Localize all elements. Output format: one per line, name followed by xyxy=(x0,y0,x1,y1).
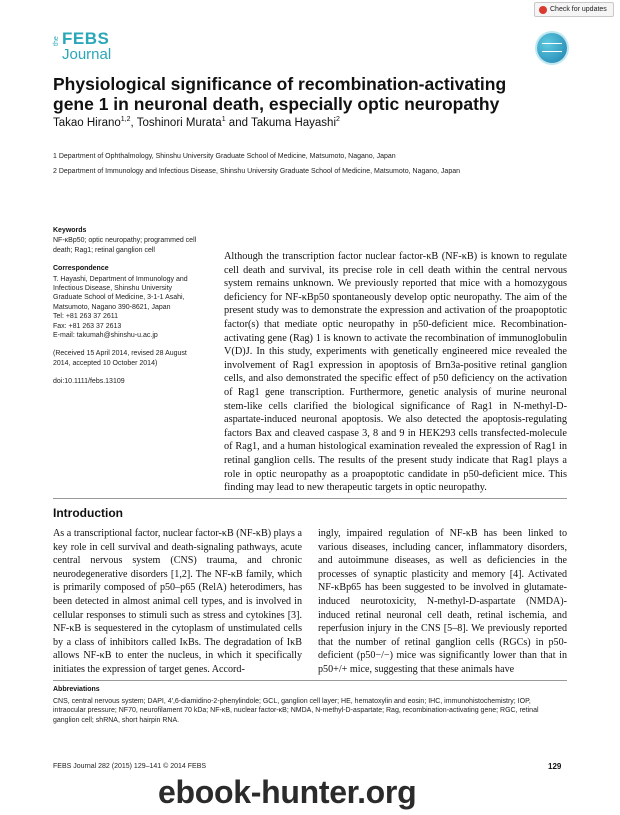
update-badge-icon xyxy=(539,6,547,14)
keywords-heading: Keywords xyxy=(53,227,87,234)
check-for-updates-label: Check for updates xyxy=(550,6,607,13)
introduction-right-column: ingly, impaired regulation of NF-κB has been linked to various diseases, including cancer, inflammatory disorders, and autoimmune diseases, as well as deficiencies in the processes of synaptic plasticity and memory [4]. Activated NF-κBp65 has been suggested to be involved in glutamate-induced neurotoxicity, N-methyl-D-aspartate (NMDA)-induced retinal neuronal cell death, retinal ischemia, and reperfusion injury in the CNS [5–8]. We previously reported that the number of retinal ganglion cells (RGCs) in p50-deficient (p50−/−) mice was significantly lower than that in p50+/+ mice, suggesting that these animals have xyxy=(318,528,567,675)
footer-citation: FEBS Journal 282 (2015) 129–141 © 2014 FEBS xyxy=(53,763,207,770)
affiliation-1: 1 Department of Ophthalmology, Shinshu University Graduate School of Medicine, Matsumoto, Nagano, Japan xyxy=(53,153,396,160)
watermark: ebook-hunter.org xyxy=(158,774,417,810)
logo-febs: FEBS xyxy=(62,29,110,48)
keywords: NF-κBp50; optic neuropathy; programmed cell death; Rag1; retinal ganglion cell xyxy=(53,237,197,254)
correspondence-line: Tel: +81 263 37 2611 xyxy=(53,313,119,321)
logo-journal: Journal xyxy=(62,46,112,63)
introduction-heading: Introduction xyxy=(53,506,123,520)
correspondence-line: T. Hayashi, Department of Immunology and xyxy=(53,275,188,283)
article-title: Physiological significance of recombination-activating gene 1 in neuronal death, especially optic neuropathy xyxy=(53,74,507,114)
correspondence-line: Infectious Disease, Shinshu University xyxy=(53,285,173,293)
received-dates: (Received 15 April 2014, revised 28 August 2014, accepted 10 October 2014) xyxy=(53,350,187,367)
section-divider xyxy=(53,498,567,499)
correspondence-line: Matsumoto, Nagano 390-8621, Japan xyxy=(53,303,171,311)
abbreviations-heading: Abbreviations xyxy=(53,686,100,693)
email-link[interactable]: E-mail: takumah@shinshu-u.ac.jp xyxy=(53,332,158,340)
abbreviations-divider xyxy=(53,680,567,681)
journal-logo xyxy=(53,30,111,62)
correspondence-line: Graduate School of Medicine, 3-1-1 Asahi, xyxy=(53,294,185,302)
article-info-sidebar xyxy=(53,226,203,387)
author-name: Takuma Hayashi xyxy=(250,116,336,129)
abbreviations-text: CNS, central nervous system; DAPI, 4′,6-diamidino-2-phenylindole; GCL, ganglion cell layer; HE, hematoxylin and eosin; IHC, immunohistochemistry; IOP, intraocular pressure; NF70, neurofilament 70 kDa; NF-κB, nuclear factor-κB; NMDA, N-methyl-D-aspartate; Rag, recombination-activating gene; RGC, retinal ganglion cell; shRNA, short hairpin RNA. xyxy=(53,698,539,724)
author-list: Takao Hirano$^{1,2}$, Toshinori Murata$^1$ and Takuma Hayashi$^2$ xyxy=(53,116,340,129)
correspondence-line: Fax: +81 263 37 2613 xyxy=(53,322,122,330)
febs-seal-icon xyxy=(537,33,567,63)
affiliation-2: 2 Department of Immunology and Infectious Disease, Shinshu University Graduate School of Medicine, Matsumoto, Nagano, Japan xyxy=(53,168,460,175)
doi-link[interactable]: doi:10.1111/febs.13109 xyxy=(53,378,125,386)
author-name: Takao Hirano xyxy=(53,116,121,129)
introduction-left-column: As a transcriptional factor, nuclear factor-κB (NF-κB) plays a key role in cell survival and death-signaling pathways, acute central nervous system (CNS) trauma, and chronic neurodegenerative disorders [1,2]. The NF-κB family, which is primarily composed of p50–p65 (RelA) heterodimers, has been detected in almost animal cell types, and is involved in cellular responses to stimuli such as stress and cytokines [3]. NF-κB is sequestered in the cytoplasm of unstimulated cells by a class of inhibitors called IκBs. The degradation of IκB allows NF-κB to enter the nucleus, in which it specifically initiates the expression of target genes. Accord- xyxy=(53,528,302,675)
abstract-text: Although the transcription factor nuclear factor-κB (NF-κB) is known to regulate cell death and survival, its precise role in cell death within the central nervous system remains unknown. We previously reported that mice with a homozygous deficiency for NF-κBp50 spontaneously develop optic neuropathy. The aim of the present study was to demonstrate the expression and activation of the proapoptotic factor(s) that mediate optic neuropathy in p50-deficient mice. Recombination-activating gene (Rag) 1 is known to activate the recombination of immunoglobulin V(D)J. In this study, experiments with genetically engineered mice revealed the involvement of Rag1 expression in apoptosis of Brn3a-positive retinal ganglion cells, and also demonstrated the specific effect of p50 deficiency on the activation of Rag1 gene transcription. Furthermore, genetic analysis of murine neuronal stem-like cells clarified the biological significance of Rag1 in N-methyl-D-aspartate-induced neuronal apoptosis. We also detected the apoptosis-regulating factors Bax and cleaved caspase 3, 8 and 9 in HEK293 cells transfected-molecule of Rag1, and a human histological examination revealed the expression of Rag1 in retinal ganglion cells. The results of the present study indicate that Rag1 plays a role in optic neuropathy as a proapoptotic candidate in p50-deficient mice. This finding may lead to new therapeutic targets in optic neuropathy. xyxy=(224,251,567,494)
correspondence-heading: Correspondence xyxy=(53,265,109,273)
author-name: Toshinori Murata xyxy=(136,116,222,129)
logo-the: the xyxy=(53,36,60,46)
check-for-updates-button[interactable] xyxy=(534,2,614,17)
page-number: 129 xyxy=(548,762,562,771)
